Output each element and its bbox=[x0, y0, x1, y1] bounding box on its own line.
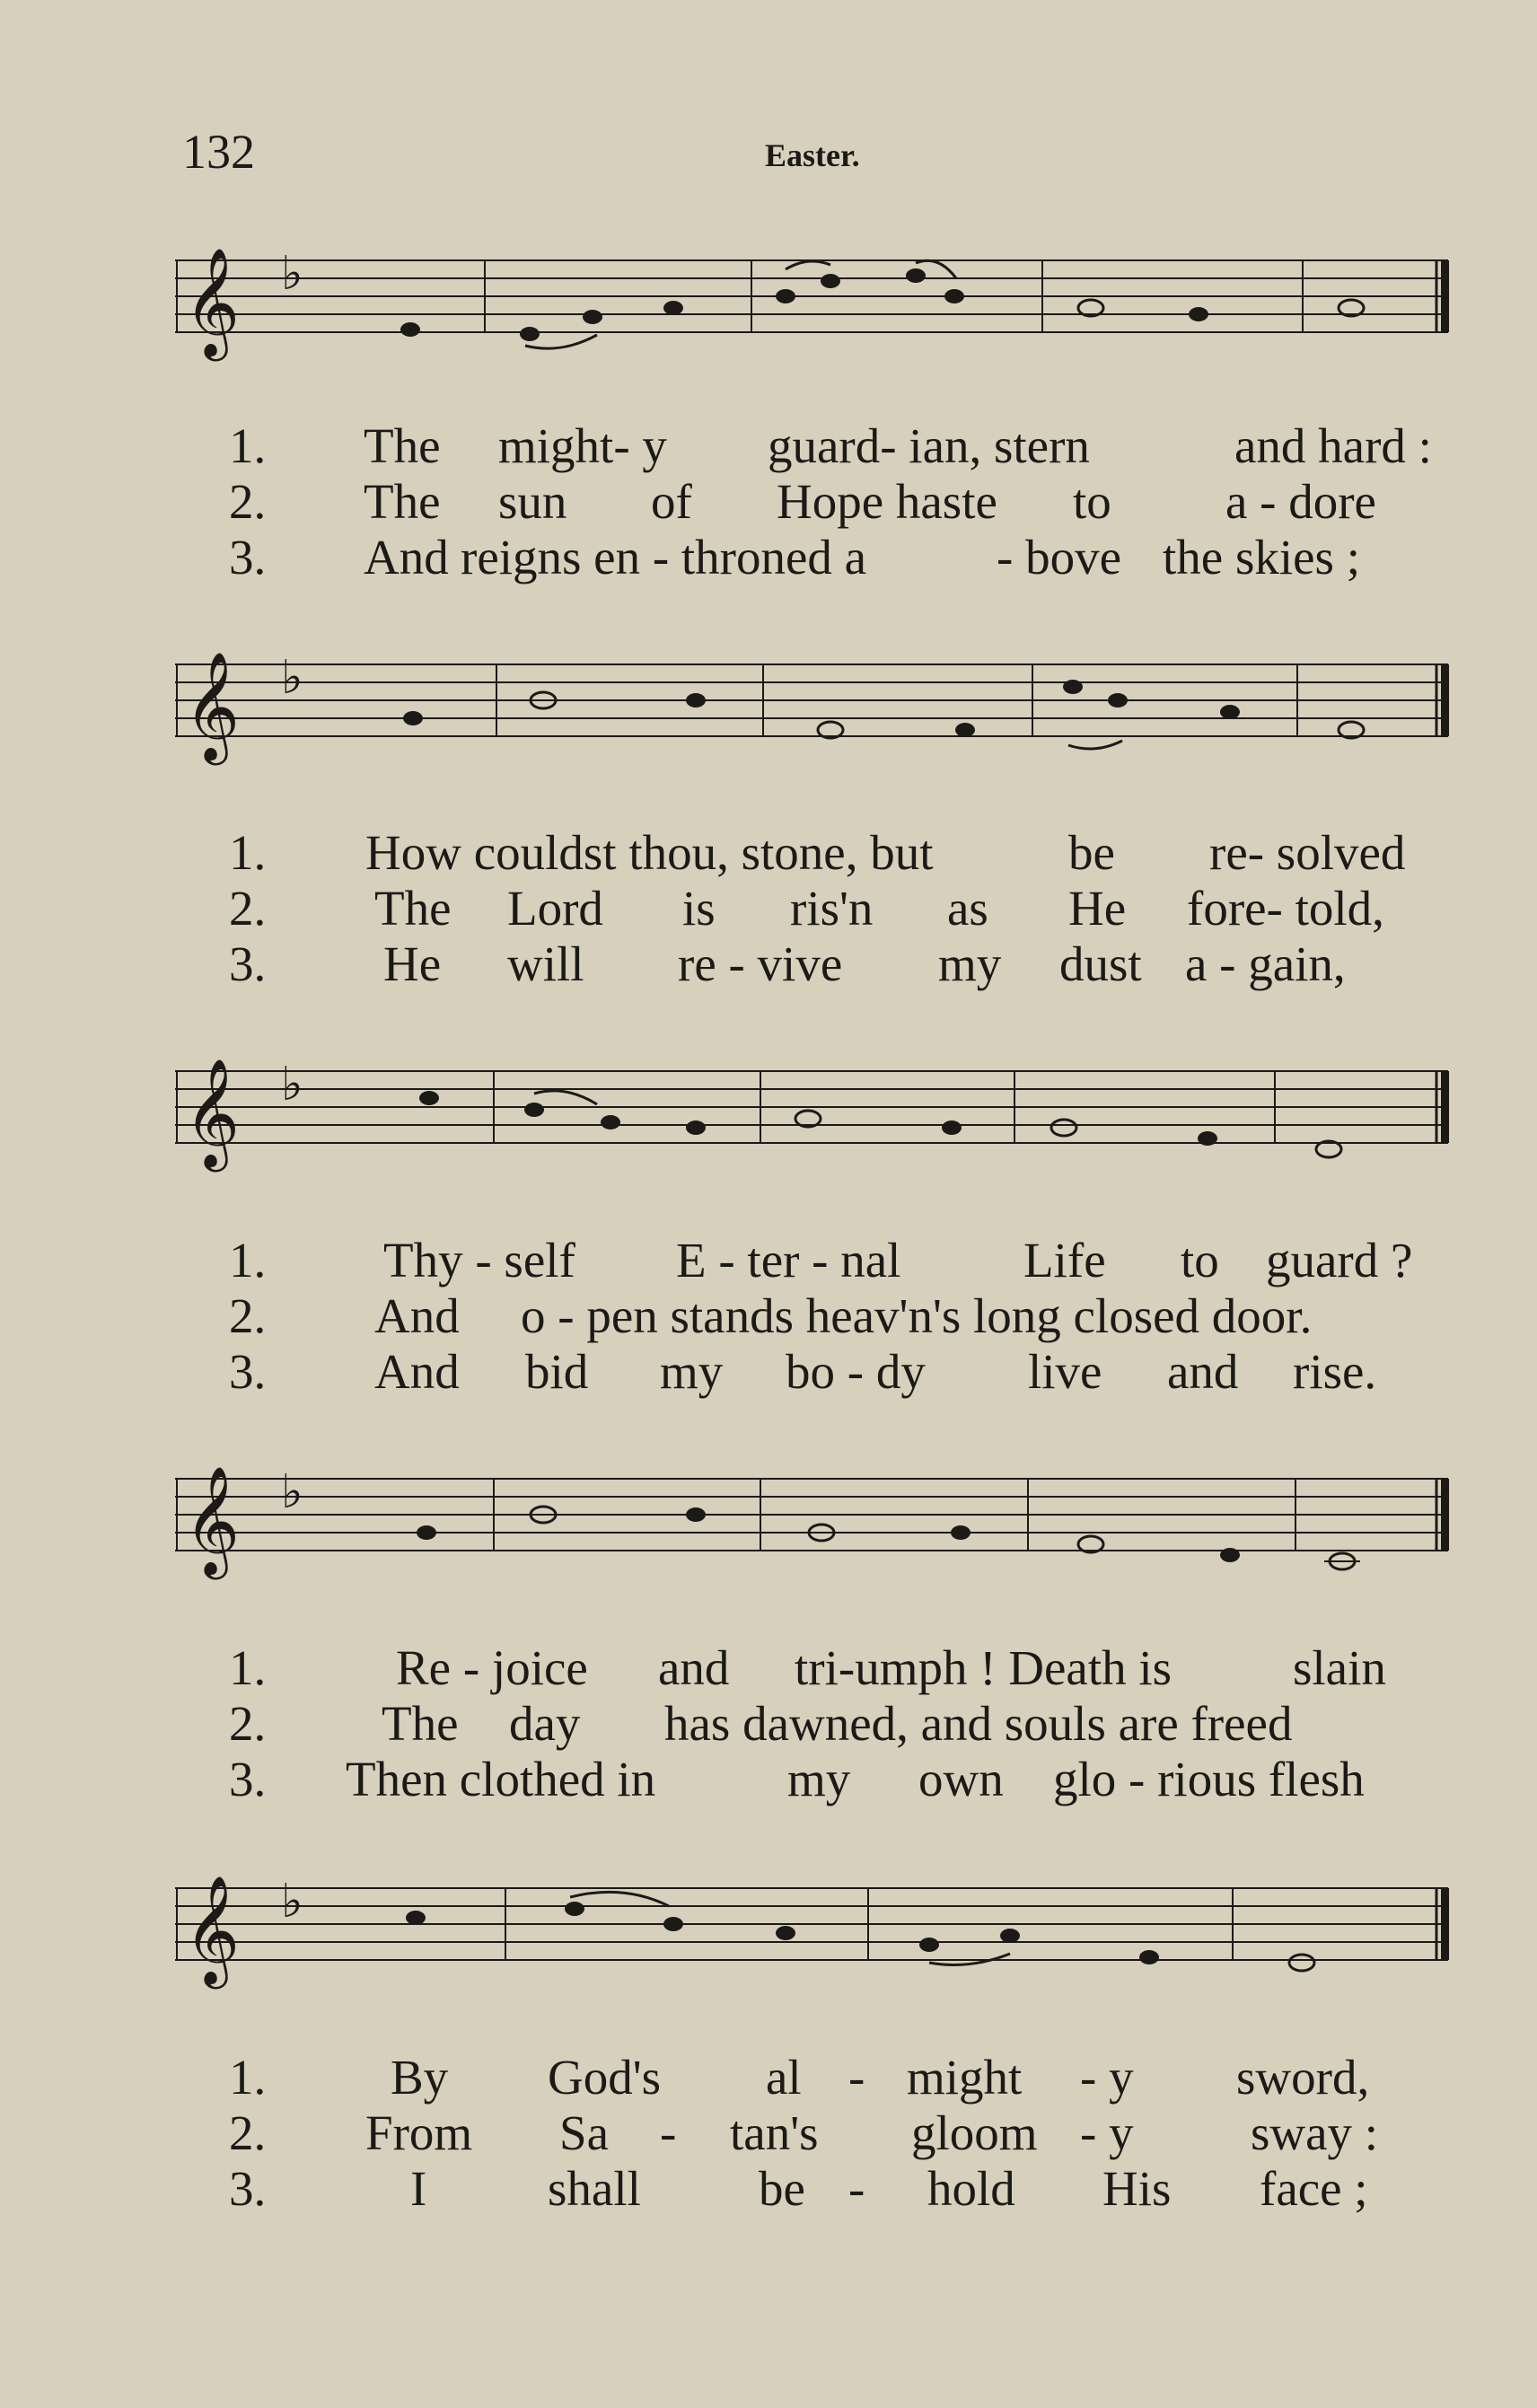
verse-line bbox=[229, 473, 1486, 527]
verse-line bbox=[229, 1232, 1486, 1286]
lyric: I bbox=[410, 2161, 427, 2216]
lyric: - y bbox=[1080, 2050, 1134, 2105]
lyric: and hard : bbox=[1234, 418, 1432, 473]
lyric: sword, bbox=[1236, 2050, 1370, 2105]
lyric: a - dore bbox=[1225, 474, 1376, 529]
lyric: hold bbox=[927, 2161, 1015, 2216]
svg-text:♭: ♭ bbox=[281, 1467, 303, 1518]
verse-number: 1. bbox=[229, 418, 267, 473]
lyric: - bove bbox=[997, 530, 1121, 584]
lyric: is bbox=[682, 881, 716, 936]
lyric: Sa bbox=[559, 2105, 609, 2160]
lyric: to bbox=[1181, 1233, 1219, 1287]
svg-text:𝄞: 𝄞 bbox=[184, 1060, 241, 1165]
lyric: re- solved bbox=[1209, 825, 1406, 880]
verse-number: 2. bbox=[229, 1288, 267, 1343]
verse-line bbox=[229, 2160, 1486, 2214]
svg-text:♭: ♭ bbox=[281, 653, 303, 704]
lyric: The bbox=[364, 418, 441, 473]
verse-line bbox=[229, 1751, 1486, 1805]
lyric: dust bbox=[1059, 936, 1142, 991]
lyric: The bbox=[374, 881, 452, 936]
lyric: By bbox=[391, 2050, 449, 2105]
svg-text:♭: ♭ bbox=[281, 249, 303, 300]
verse-line bbox=[229, 1695, 1486, 1749]
verse-line bbox=[229, 1343, 1486, 1397]
svg-text:𝄞: 𝄞 bbox=[184, 1468, 241, 1573]
lyric: slain bbox=[1293, 1640, 1386, 1695]
page-title: Easter. bbox=[765, 137, 860, 173]
lyric: day bbox=[509, 1696, 581, 1751]
lyric: E - ter - nal bbox=[676, 1233, 901, 1287]
lyric: Re - joice bbox=[396, 1640, 588, 1695]
lyric: And bbox=[364, 530, 449, 584]
verse-number: 1. bbox=[229, 825, 267, 880]
lyric: guard- ian, stern bbox=[768, 418, 1090, 473]
verse-line bbox=[229, 2105, 1486, 2158]
lyric: o - pen stands heav'n's long closed door. bbox=[521, 1288, 1313, 1343]
verse-number: 2. bbox=[229, 1696, 267, 1751]
verse-number: 2. bbox=[229, 881, 267, 936]
verse-line bbox=[229, 2049, 1486, 2103]
verse-number: 1. bbox=[229, 2050, 267, 2105]
lyric: sun bbox=[498, 474, 567, 529]
lyric: ris'n bbox=[790, 881, 874, 936]
page-number: 132 bbox=[182, 125, 255, 179]
lyric: sway : bbox=[1251, 2105, 1379, 2160]
lyric: Lord bbox=[507, 881, 603, 936]
lyric: rise. bbox=[1293, 1344, 1377, 1399]
lyric: face ; bbox=[1260, 2161, 1368, 2216]
lyric: - y bbox=[1080, 2105, 1134, 2160]
lyric: And bbox=[374, 1288, 460, 1343]
lyric: tri-umph ! Death is bbox=[795, 1640, 1173, 1695]
lyric: - bbox=[848, 2050, 865, 2105]
lyric: re - vive bbox=[678, 936, 843, 991]
music-staff-5 bbox=[175, 1857, 1459, 1991]
verse-line bbox=[229, 880, 1486, 934]
lyric: bo - dy bbox=[786, 1344, 926, 1399]
lyric: a - gain, bbox=[1185, 936, 1346, 991]
svg-text:𝄞: 𝄞 bbox=[184, 250, 241, 355]
verse-line bbox=[229, 417, 1486, 471]
lyric: - bbox=[660, 2105, 677, 2160]
lyric: reigns en - throned a bbox=[461, 530, 867, 584]
lyric: al bbox=[766, 2050, 802, 2105]
lyric: Hope haste bbox=[777, 474, 997, 529]
lyric: - bbox=[848, 2161, 865, 2216]
lyric: and bbox=[1167, 1344, 1239, 1399]
lyric: Life bbox=[1023, 1233, 1106, 1287]
svg-text:𝄞: 𝄞 bbox=[184, 654, 241, 759]
verse-number: 3. bbox=[229, 530, 267, 584]
lyric: the skies ; bbox=[1163, 530, 1360, 584]
lyric: The bbox=[364, 474, 441, 529]
lyric: Then clothed in bbox=[346, 1752, 656, 1806]
music-staff-4 bbox=[175, 1447, 1459, 1582]
music-staff-1 bbox=[175, 229, 1459, 364]
verse-number: 2. bbox=[229, 2105, 267, 2160]
verse-line bbox=[229, 1639, 1486, 1693]
lyric: He bbox=[1068, 881, 1127, 936]
lyric: will bbox=[507, 936, 584, 991]
lyric: He bbox=[383, 936, 442, 991]
lyric: tan's bbox=[730, 2105, 819, 2160]
verse-number: 2. bbox=[229, 474, 267, 529]
verse-line bbox=[229, 529, 1486, 583]
lyric: to bbox=[1073, 474, 1111, 529]
verse-number: 1. bbox=[229, 1640, 267, 1695]
lyric: bid bbox=[525, 1344, 589, 1399]
svg-text:♭: ♭ bbox=[281, 1876, 303, 1928]
lyric: live bbox=[1028, 1344, 1102, 1399]
lyric: And bbox=[374, 1344, 460, 1399]
music-staff-2 bbox=[175, 633, 1459, 768]
verse-number: 3. bbox=[229, 1752, 267, 1806]
lyric: shall bbox=[548, 2161, 641, 2216]
lyric: How couldst thou, stone, but bbox=[365, 825, 934, 880]
svg-text:𝄞: 𝄞 bbox=[184, 1877, 241, 1982]
lyric: gloom bbox=[911, 2105, 1038, 2160]
lyric: Thy - self bbox=[383, 1233, 575, 1287]
music-staff-3 bbox=[175, 1040, 1459, 1174]
lyric: as bbox=[947, 881, 988, 936]
lyric: might bbox=[907, 2050, 1023, 2105]
lyric: glo - rious flesh bbox=[1053, 1752, 1365, 1806]
verse-number: 1. bbox=[229, 1233, 267, 1287]
svg-text:♭: ♭ bbox=[281, 1059, 303, 1111]
lyric: be bbox=[759, 2161, 805, 2216]
verse-number: 3. bbox=[229, 2161, 267, 2216]
lyric: God's bbox=[548, 2050, 662, 2105]
verse-number: 3. bbox=[229, 936, 267, 991]
lyric: of bbox=[651, 474, 692, 529]
lyric: my bbox=[787, 1752, 851, 1806]
lyric: From bbox=[365, 2105, 473, 2160]
lyric: own bbox=[918, 1752, 1004, 1806]
verse-line bbox=[229, 824, 1486, 878]
lyric: be bbox=[1068, 825, 1115, 880]
verse-line bbox=[229, 936, 1486, 989]
lyric: The bbox=[382, 1696, 459, 1751]
lyric: might- y bbox=[498, 418, 667, 473]
lyric: my bbox=[660, 1344, 724, 1399]
lyric: and bbox=[658, 1640, 730, 1695]
lyric: fore- told, bbox=[1187, 881, 1384, 936]
lyric: His bbox=[1102, 2161, 1172, 2216]
lyric: guard ? bbox=[1266, 1233, 1413, 1287]
lyric: my bbox=[938, 936, 1002, 991]
verse-line bbox=[229, 1287, 1486, 1341]
verse-number: 3. bbox=[229, 1344, 267, 1399]
lyric: has dawned, and souls are freed bbox=[664, 1696, 1293, 1751]
